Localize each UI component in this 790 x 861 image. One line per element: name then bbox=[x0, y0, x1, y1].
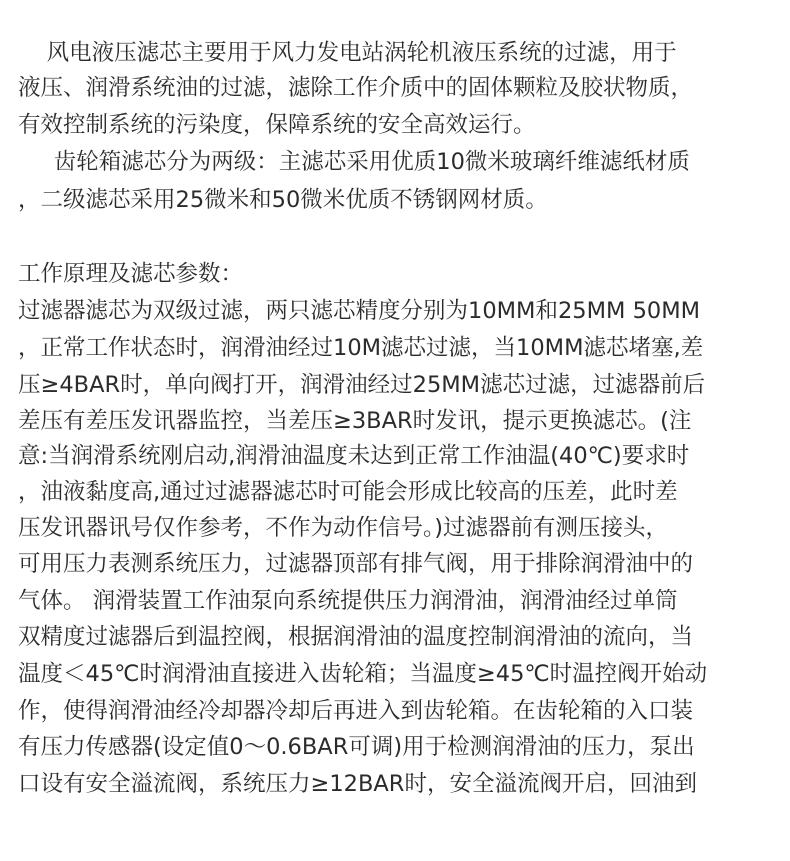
intro-line-3: 有效控制系统的污染度，保障系统的安全高效运行。 bbox=[18, 112, 536, 138]
principle-line-11: 温度＜45℃时润滑油直接进入齿轮箱；当温度≥45℃时温控阀开始动 bbox=[18, 661, 708, 687]
principle-line-13: 有压力传感器(设定值0～0.6BAR可调)用于检测润滑油的压力，泵出 bbox=[18, 734, 695, 760]
gearbox-line-1: 齿轮箱滤芯分为两级：主滤芯采用优质10微米玻璃纤维滤纸材质 bbox=[18, 149, 690, 175]
principle-line-14: 口设有安全溢流阀，系统压力≥12BAR时，安全溢流阀开启，回油到 bbox=[18, 771, 697, 797]
principle-line-2: ，正常工作状态时，润滑油经过10M滤芯过滤，当10MM滤芯堵塞,差 bbox=[18, 335, 704, 361]
principle-line-1: 过滤器滤芯为双级过滤，两只滤芯精度分别为10MM和25MM 50MM bbox=[18, 298, 701, 324]
principle-line-5: 意:当润滑系统刚启动,润滑油温度未达到正常工作油温(40℃)要求时 bbox=[18, 443, 690, 469]
section-heading: 工作原理及滤芯参数： bbox=[18, 261, 244, 287]
principle-line-6: ，油液黏度高,通过过滤器滤芯时可能会形成比较高的压差，此时差 bbox=[18, 479, 678, 505]
principle-line-10: 双精度过滤器后到温控阀，根据润滑油的温度控制润滑油的流向，当 bbox=[18, 624, 694, 650]
principle-line-12: 作，使得润滑油经冷却器冷却后再进入到齿轮箱。在齿轮箱的入口装 bbox=[18, 698, 694, 724]
principle-line-7: 压发讯器讯号仅作参考，不作为动作信号。)过滤器前有测压接头， bbox=[18, 515, 669, 541]
principle-line-4: 差压有差压发讯器监控，当差压≥3BAR时发讯，提示更换滤芯。(注 bbox=[18, 408, 692, 434]
gearbox-line-2: ，二级滤芯采用25微米和50微米优质不锈钢网材质。 bbox=[18, 187, 548, 213]
principle-line-3: 压≥4BAR时，单向阀打开，润滑油经过25MM滤芯过滤，过滤器前后 bbox=[18, 372, 706, 398]
principle-line-9: 气体。 润滑装置工作油泵向系统提供压力润滑油，润滑油经过单筒 bbox=[18, 588, 678, 614]
intro-line-2: 液压、润滑系统油的过滤，滤除工作介质中的固体颗粒及胶状物质， bbox=[18, 75, 694, 101]
principle-line-8: 可用压力表测系统压力，过滤器顶部有排气阀，用于排除润滑油中的 bbox=[18, 551, 694, 577]
intro-line-1: 风电液压滤芯主要用于风力发电站涡轮机液压系统的过滤，用于 bbox=[18, 40, 677, 66]
